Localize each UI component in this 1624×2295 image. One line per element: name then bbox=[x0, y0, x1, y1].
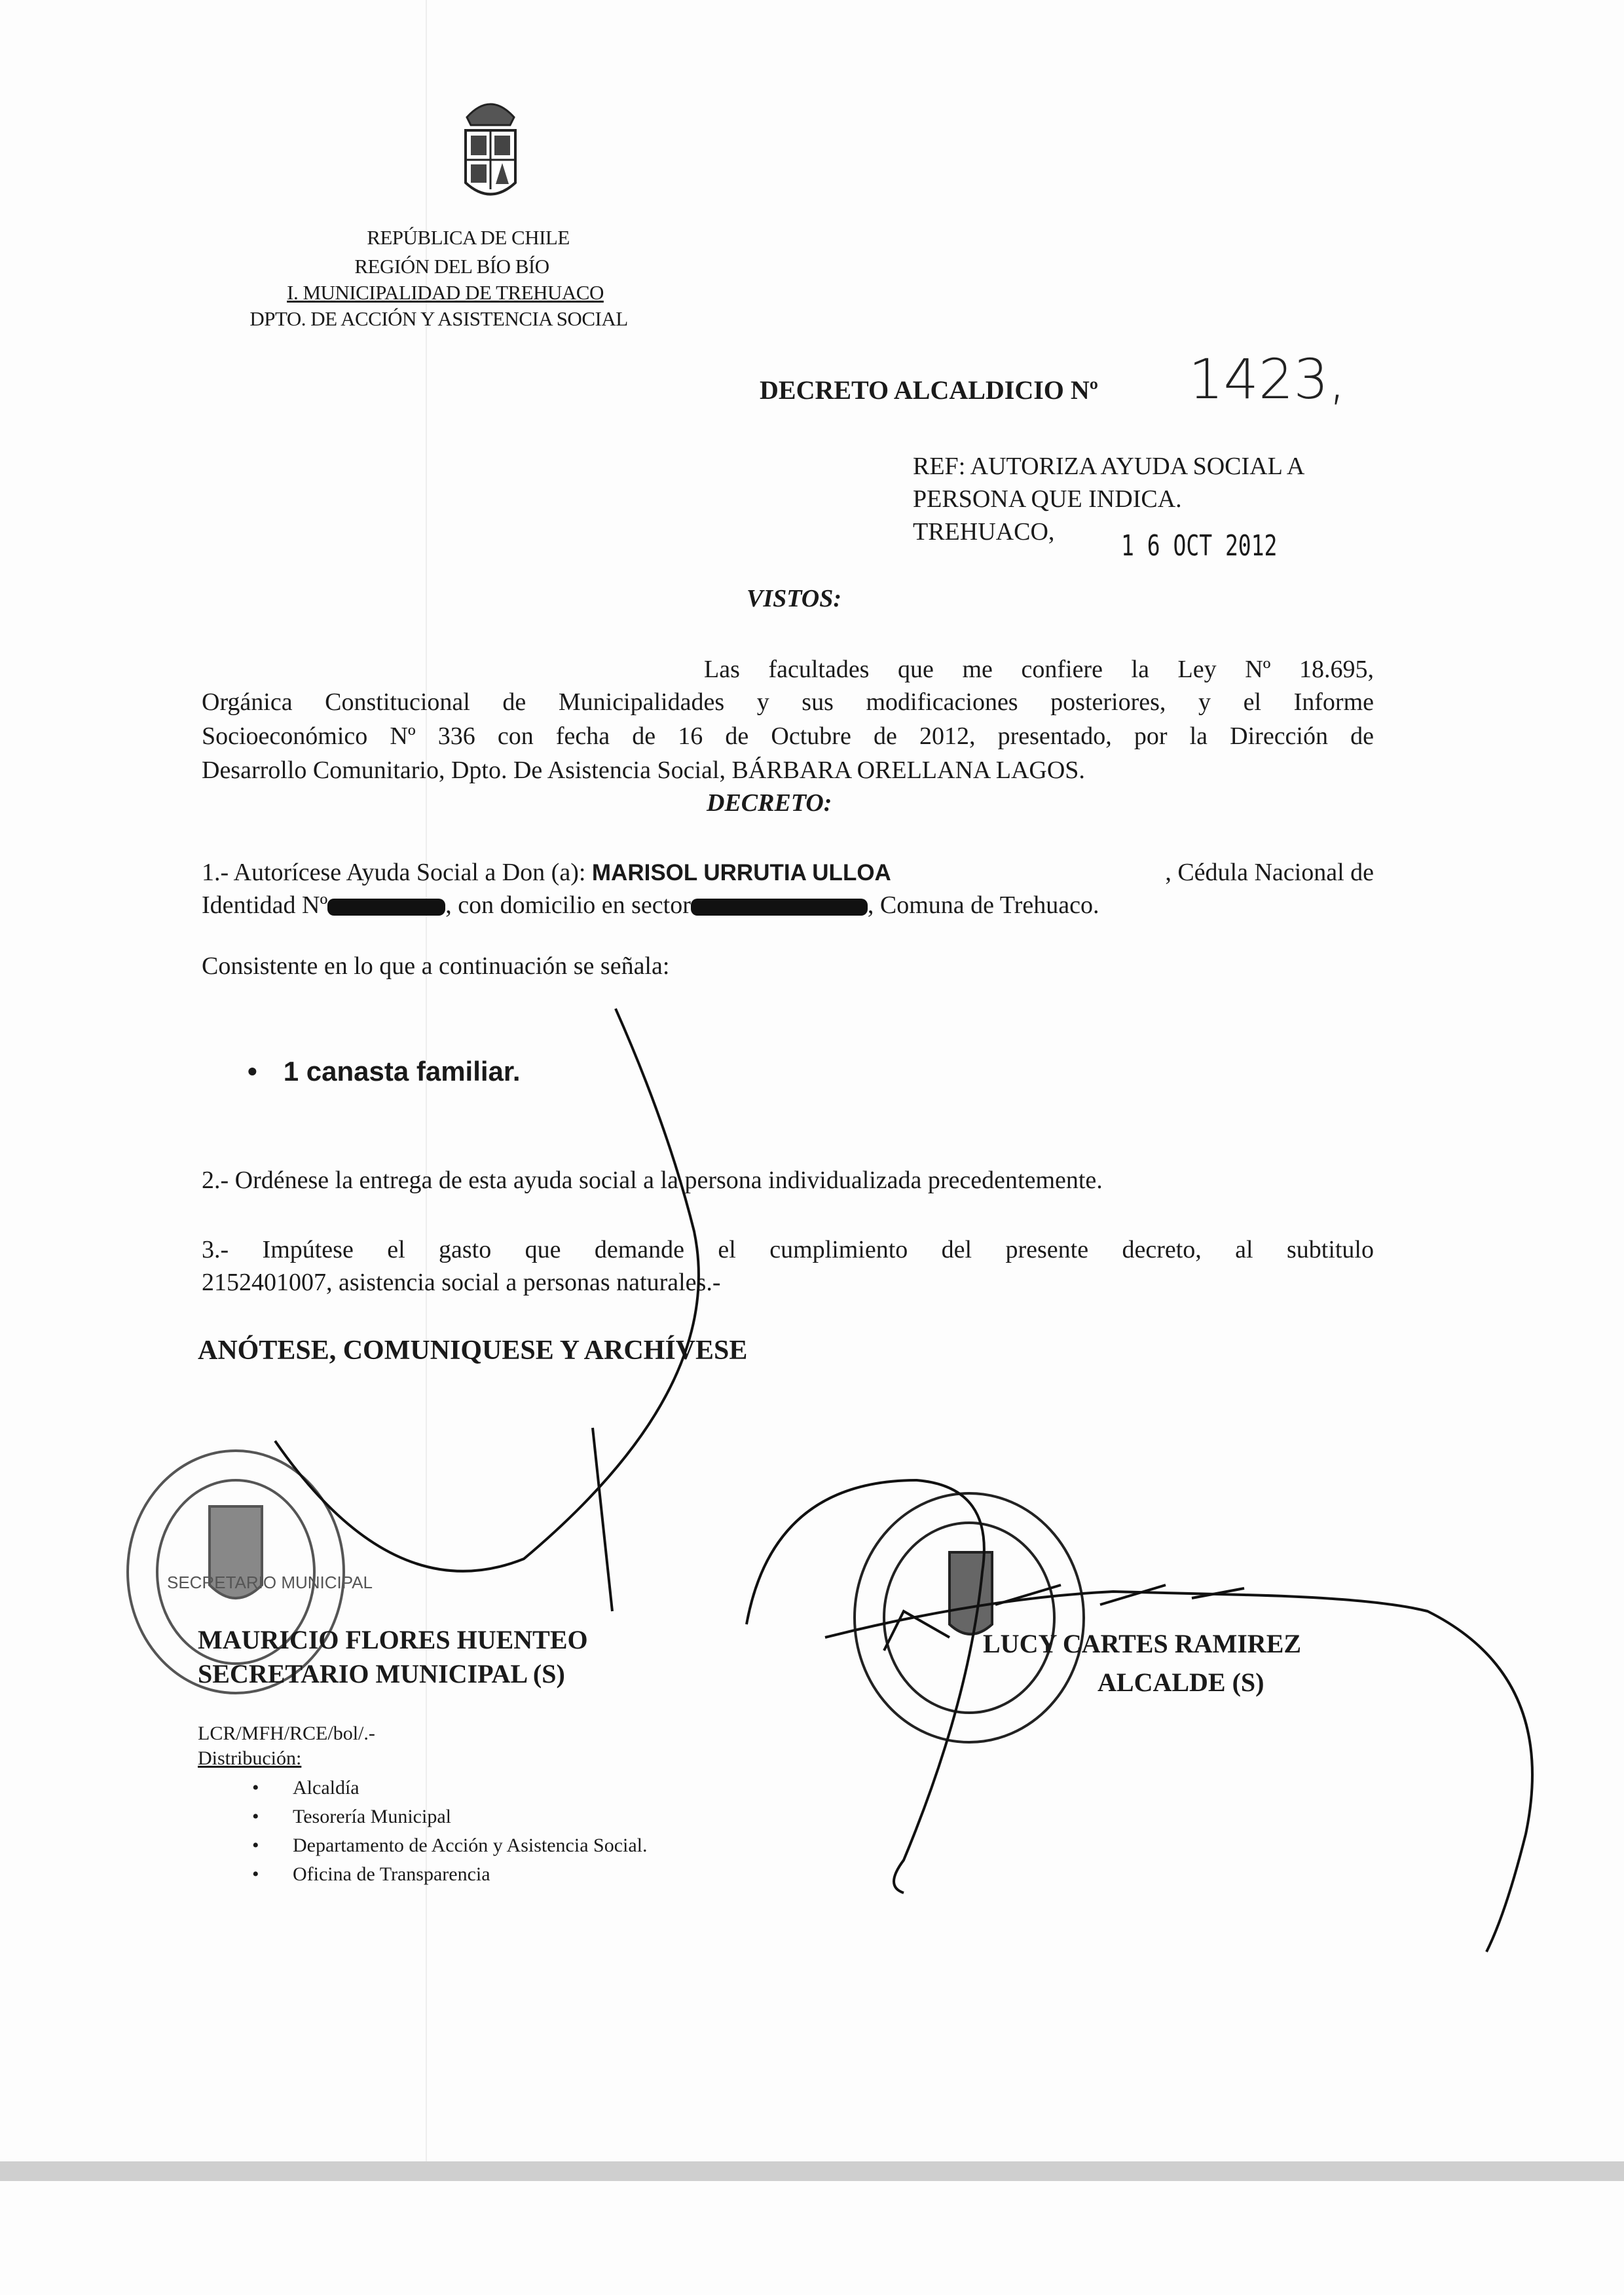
scan-edge-band bbox=[0, 2161, 1624, 2181]
item-3-line-1: 3.- Impútese el gasto que demande el cumplimiento del presente decreto, al subtitulo bbox=[202, 1236, 1374, 1263]
closing-formula: ANÓTESE, COMUNIQUESE Y ARCHÍVESE bbox=[198, 1335, 748, 1366]
right-stamp-icon bbox=[855, 1493, 1084, 1742]
date-stamp: 1 6 OCT 2012 bbox=[1121, 529, 1278, 563]
commune-text: , Comuna de Trehuaco. bbox=[867, 891, 1099, 919]
distribution-item: • Alcaldía bbox=[252, 1777, 360, 1799]
bullet-icon: • bbox=[248, 1056, 257, 1087]
signature-left-icon bbox=[275, 1009, 699, 1611]
decreto-heading: DECRETO: bbox=[707, 789, 832, 817]
distribution-item: • Tesorería Municipal bbox=[252, 1806, 451, 1827]
vistos-line-1: Las facultades que me confiere la Ley Nº 18.695, bbox=[704, 656, 1374, 683]
left-signer-title: SECRETARIO MUNICIPAL (S) bbox=[198, 1659, 565, 1689]
item-2: 2.- Ordénese la entrega de esta ayuda social a la persona individualizada precedentemente. bbox=[202, 1166, 1103, 1194]
place: TREHUACO, bbox=[913, 518, 1055, 546]
consist-text: Consistente en lo que a continuación se señala: bbox=[202, 952, 670, 980]
right-signer-title: ALCALDE (S) bbox=[1098, 1668, 1264, 1697]
left-signer-name: MAURICIO FLORES HUENTEO bbox=[198, 1625, 588, 1654]
item-1-text-end: , Cédula Nacional de bbox=[1165, 859, 1374, 886]
ref-line-1: REF: AUTORIZA AYUDA SOCIAL A bbox=[913, 453, 1305, 480]
vistos-line-3: Socioeconómico Nº 336 con fecha de 16 de Octubre de 2012, presentado, por la Dirección de bbox=[202, 722, 1374, 750]
redacted-id bbox=[327, 899, 445, 916]
signatures-stamps-layer bbox=[0, 982, 1624, 1965]
item-1-text: 1.- Autorícese Ayuda Social a Don (a): bbox=[202, 859, 586, 886]
vistos-line-4: Desarrollo Comunitario, Dpto. De Asistencia Social, BÁRBARA ORELLANA LAGOS. bbox=[202, 756, 1085, 784]
decree-number-handwritten: 1423, bbox=[1189, 347, 1346, 411]
distribution-heading: Distribución: bbox=[198, 1747, 302, 1769]
initials: LCR/MFH/RCE/bol/.- bbox=[198, 1723, 375, 1744]
beneficiary-name: MARISOL URRUTIA ULLOA bbox=[591, 860, 891, 886]
header-municipality: I. MUNICIPALIDAD DE TREHUACO bbox=[287, 281, 604, 304]
vistos-heading: VISTOS: bbox=[747, 585, 842, 612]
ref-line-2: PERSONA QUE INDICA. bbox=[913, 485, 1182, 513]
header-region: REGIÓN DEL BÍO BÍO bbox=[354, 255, 549, 278]
header-department: DPTO. DE ACCIÓN Y ASISTENCIA SOCIAL bbox=[249, 307, 628, 330]
item-1-line-2 bbox=[202, 891, 1099, 920]
distribution-item: • Oficina de Transparencia bbox=[252, 1863, 490, 1885]
item-1-line-1 bbox=[202, 858, 1374, 887]
left-stamp-label: SECRETARIO MUNICIPAL bbox=[167, 1573, 373, 1592]
header-republic: REPÚBLICA DE CHILE bbox=[367, 226, 570, 249]
right-signer-name: LUCY CARTES RAMIREZ bbox=[983, 1629, 1302, 1658]
redacted-address bbox=[691, 899, 868, 916]
address-label: , con domicilio en sector bbox=[445, 891, 691, 919]
aid-item-text: 1 canasta familiar. bbox=[283, 1056, 521, 1087]
item-3-line-2: 2152401007, asistencia social a personas naturales.- bbox=[202, 1269, 721, 1296]
decree-title: DECRETO ALCALDICIO Nº bbox=[760, 375, 1099, 405]
signature-right-icon bbox=[747, 1480, 1532, 1952]
vistos-line-2: Orgánica Constitucional de Municipalidades y sus modificaciones posteriores, y el Informe bbox=[202, 688, 1374, 716]
distribution-item: • Departamento de Acción y Asistencia Social. bbox=[252, 1835, 648, 1856]
id-label: Identidad Nº bbox=[202, 891, 328, 919]
coat-of-arms-icon bbox=[454, 91, 527, 206]
distribution-list bbox=[252, 1774, 648, 1889]
